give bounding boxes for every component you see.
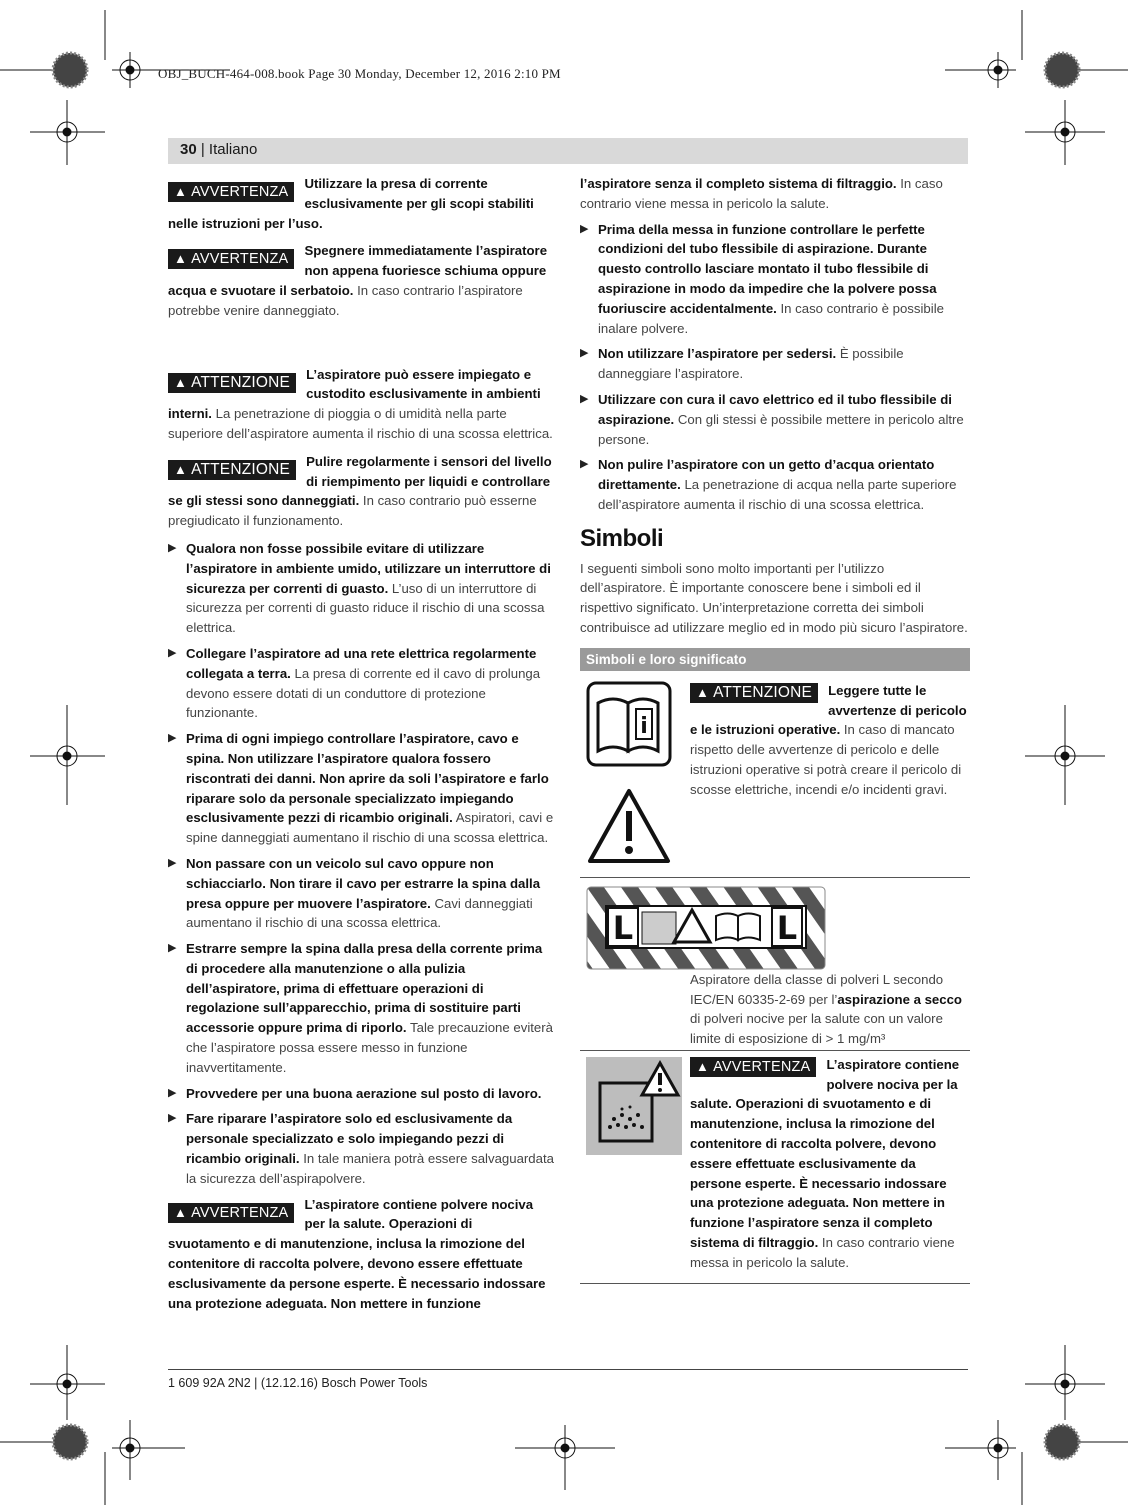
safety-list xyxy=(168,539,554,1189)
warning-text: L’aspiratore contiene polvere nociva per la salute. Operazioni di svuotamento e di manutenzione, inclusa la rimozione del contenitore di raccolta polvere, devono essere effettuate esclusivamente da persone esperte. È necessario indossare una protezione adeguata. Non mettere in funzione xyxy=(168,1196,546,1311)
list-item: ▶ Utilizzare con cura il cavo elettrico ed il tubo flessibile di aspirazione. Con gli stessi è possibile mettere in pericolo altre persone. xyxy=(580,391,964,447)
warning-triangle-icon: ▲ xyxy=(696,1058,710,1074)
caution-badge: ▲ ATTENZIONE xyxy=(690,683,818,703)
bullet-arrow-icon: ▶ xyxy=(168,1112,177,1125)
caution-detail: In caso contrario può esserne pregiudicato il funzionamento. xyxy=(168,493,537,529)
manual-book-icon xyxy=(586,681,672,767)
symbol-caption: L’aspiratore contiene polvere nociva per la salute. Operazioni di svuotamento e di manutenzione, inclusa la rimozione del contenitore di raccolta polvere, devono essere effettuate esclusivamente da persone esperte. È necessario indossare una protezione adeguata. Non mettere in funzione l’aspiratore senza il completo sistema di filtraggio. xyxy=(690,1056,960,1250)
symbol-caption: Aspiratore della classe di polveri L secondo IEC/EN 60335-2-69 per l’aspirazione a secco di polveri nocive per la salute con un valore limite di esposizione di > 1 mg/m³ xyxy=(690,971,962,1047)
warning-block xyxy=(168,241,554,320)
list-item: ▶ Non utilizzare l’aspiratore per sedersi. È possibile danneggiare l’aspiratore. xyxy=(580,346,904,382)
bullet-arrow-icon: ▶ xyxy=(168,732,177,745)
caution-badge: ▲ ATTENZIONE xyxy=(168,460,296,480)
warning-triangle-icon: ▲ xyxy=(174,374,188,390)
symbol-detail: In caso di mancato rispetto delle avvertenze di pericolo e delle istruzioni operative si potrà creare il pericolo di scosse elettriche, incendi e/o incidenti gravi. xyxy=(690,722,962,797)
left-column xyxy=(168,174,554,1321)
caution-text: L’aspiratore può essere impiegato e custodito esclusivamente in ambienti interni. xyxy=(168,366,541,422)
header-language: Italiano xyxy=(208,141,258,158)
section-title: Simboli xyxy=(580,524,664,552)
warning-text: Utilizzare la presa di corrente esclusivamente per gli scopi stabiliti nelle istruzioni per l’uso. xyxy=(168,176,534,231)
warning-detail: In caso contrario l’aspiratore potrebbe venire danneggiato. xyxy=(168,282,523,318)
warning-triangle-icon: ▲ xyxy=(696,684,710,700)
warning-block xyxy=(168,174,554,233)
list-item: ▶ Qualora non fosse possibile evitare di utilizzare l’aspiratore in ambiente umido, utilizzare un interruttore di sicurezza per correnti di guasto. L’uso di un interruttore di sicurezza per correnti di guasto riduce il rischio di una scossa elettrica. xyxy=(168,540,551,636)
warning-text: Spegnere immediatamente l’aspiratore non appena fuoriesce schiuma oppure acqua e svuotare il serbatoio. xyxy=(168,243,548,298)
symbol-caption: Leggere tutte le avvertenze di pericolo e le istruzioni operative. xyxy=(690,682,967,738)
caution-badge: ▲ ATTENZIONE xyxy=(168,373,296,393)
caution-text: Pulire regolarmente i sensori del livello di riempimento per liquidi e controllare se gli stessi sono danneggiati. xyxy=(168,453,552,509)
right-column xyxy=(580,174,970,1284)
continued-detail: In caso contrario viene messa in pericolo la salute. xyxy=(580,176,943,211)
warning-badge: ▲ AVVERTENZA xyxy=(168,182,294,202)
dust-class-letter-right: L xyxy=(776,908,798,947)
svg-text:i: i xyxy=(640,713,648,739)
list-item: ▶ Non passare con un veicolo sul cavo oppure non schiacciarlo. Non tirare il cavo per estrarre la spina dalla presa oppure per muovere l’aspiratore. Cavi danneggiati aumentano il rischio di una scossa elettrica. xyxy=(168,855,541,931)
dust-class-l-label-icon xyxy=(586,886,826,970)
warning-triangle-icon: ▲ xyxy=(174,461,188,477)
print-slug: OBJ_BUCH-464-008.book Page 30 Monday, December 12, 2016 2:10 PM xyxy=(158,66,561,81)
list-item: ▶ Prima della messa in funzione controllare le perfette condizioni del tubo flessibile di aspirazione. Durante questo controllo lasciare montato il tubo flessibile di aspirazione in modo da impedire che la polvere possa fuoriuscire accidentalmente. In caso contrario è possibile inalare polvere. xyxy=(580,221,944,336)
bullet-arrow-icon: ▶ xyxy=(168,942,177,955)
table-header: Simboli e loro significato xyxy=(580,648,970,671)
continued-text: l’aspiratore senza il completo sistema di filtraggio. xyxy=(580,176,897,191)
warning-triangle-icon: ▲ xyxy=(174,1204,188,1220)
bullet-arrow-icon: ▶ xyxy=(580,347,589,360)
warning-badge: ▲ AVVERTENZA xyxy=(168,249,294,269)
symbol-detail: In caso contrario viene messa in pericolo la salute. xyxy=(690,1234,955,1270)
symbol-row xyxy=(580,679,970,877)
list-item: ▶ Estrarre sempre la spina dalla presa della corrente prima di procedere alla manutenzione o alla pulizia dell’aspiratore, prima di effettuare operazioni di regolazione sull’apparecchio, prima di sostituire parti accessorie oppure prima di riporlo. Tale precauzione eviterà che l’aspiratore possa essere messo in funzione inavvertitamente. xyxy=(168,941,553,1075)
section-intro: I seguenti simboli sono molto importanti per l’utilizzo dell’aspiratore. È importante conoscere bene i simboli ed il rispettivo significato. Un’interpretazione corretta dei simboli contribuisce ad utilizzare meglio ed in modo più sicuro l’aspiratore. xyxy=(580,560,968,635)
list-item: ▶ Provvedere per una buona aerazione sul posto di lavoro. xyxy=(168,1084,554,1104)
warning-triangle-icon: ▲ xyxy=(174,251,188,267)
bullet-arrow-icon: ▶ xyxy=(580,458,589,471)
symbol-row xyxy=(580,1051,970,1283)
dust-container-warning-icon xyxy=(586,1057,682,1155)
warning-block xyxy=(168,1195,554,1314)
list-item: ▶ Non pulire l’aspiratore con un getto d’acqua orientato direttamente. La penetrazione di acqua nella parte superiore dell’aspiratore aumenta il rischio di una scossa elettrica. xyxy=(580,457,957,512)
list-item: ▶ Fare riparare l’aspiratore solo ed esclusivamente da personale specializzato e solo impiegando pezzi di ricambio originali. In tale maniera potrà essere salvaguardata la sicurezza dell’aspirapolvere. xyxy=(168,1111,554,1186)
warning-triangle-icon: ▲ xyxy=(174,184,188,199)
bullet-arrow-icon: ▶ xyxy=(580,222,589,235)
bullet-arrow-icon: ▶ xyxy=(168,646,177,659)
list-item: ▶ Prima di ogni impiego controllare l’aspiratore, cavo e spina. Non utilizzare l’aspiratore qualora fossero riscontrati dei danni. Non aprire da soli l’aspiratore e farlo riparare solo da personale specializzato impiegando esclusivamente pezzi di ricambio originali. Aspiratori, cavi e spine danneggiati aumentano il rischio di una scossa elettrica. xyxy=(168,731,554,846)
caution-detail: La penetrazione di pioggia o di umidità nella parte superiore dell’aspiratore aumenta il rischio di una scossa elettrica. xyxy=(168,406,553,441)
caution-block xyxy=(168,365,554,444)
header-separator: | xyxy=(196,141,209,158)
bullet-arrow-icon: ▶ xyxy=(168,1086,177,1099)
divider xyxy=(580,1283,970,1284)
footer-divider xyxy=(168,1369,968,1370)
bullet-arrow-icon: ▶ xyxy=(168,856,177,869)
page-footer: 1 609 92A 2N2 | (12.12.16) Bosch Power Tools xyxy=(168,1376,428,1390)
page-number: 30 xyxy=(180,141,197,158)
warning-triangle-icon xyxy=(586,787,672,867)
page-header xyxy=(168,138,968,164)
bullet-arrow-icon: ▶ xyxy=(168,541,177,554)
list-item: ▶ Collegare l’aspiratore ad una rete elettrica regolarmente collegata a terra. La presa di corrente ed il cavo di prolunga devono essere dotati di un conduttore di protezione funzionante. xyxy=(168,645,541,721)
bullet-arrow-icon: ▶ xyxy=(580,392,589,405)
warning-badge: ▲ AVVERTENZA xyxy=(690,1057,816,1077)
symbol-row xyxy=(580,878,970,1050)
safety-list-right xyxy=(580,220,970,515)
dust-class-letter-left: L xyxy=(612,908,634,947)
caution-block xyxy=(168,452,554,531)
warning-badge: ▲ AVVERTENZA xyxy=(168,1203,294,1223)
